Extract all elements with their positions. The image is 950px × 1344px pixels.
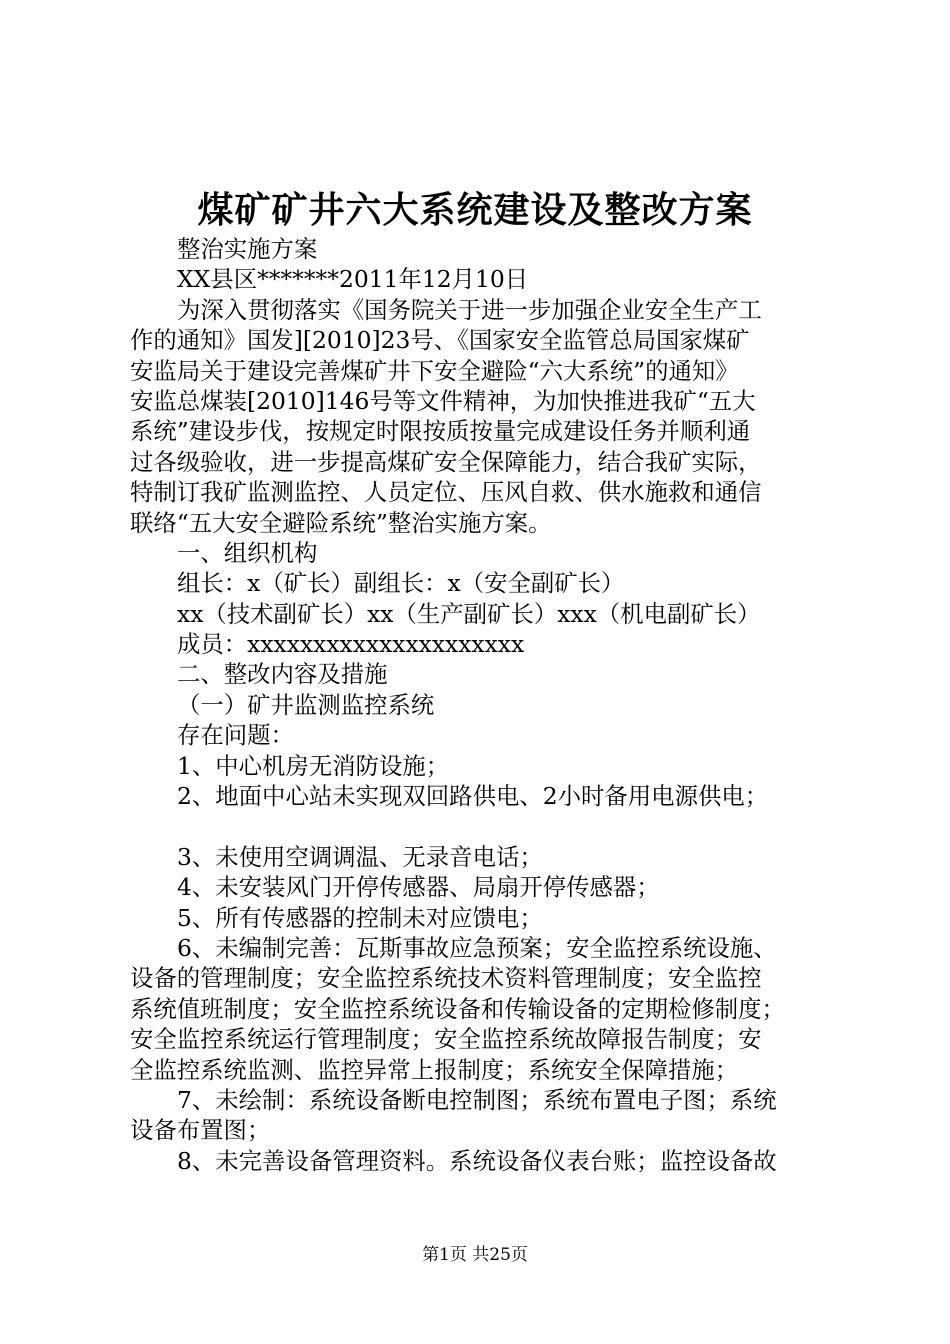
subsection-heading: （一）矿井监测监控系统 bbox=[177, 690, 435, 719]
body-line: 设备的管理制度；安全监控系统技术资料管理制度；安全监控 bbox=[130, 964, 762, 993]
blank-line bbox=[130, 811, 842, 841]
body-line: 作的通知》国发][2010]23号、《国家安全监管总局国家煤矿 bbox=[130, 326, 750, 355]
body-line: 联络“五大安全避险系统”整治实施方案。 bbox=[130, 508, 552, 537]
list-item: 6、未编制完善：瓦斯事故应急预案；安全监控系统设施、 bbox=[177, 933, 777, 962]
list-item: 4、未安装风门开停传感器、局扇开停传感器； bbox=[177, 873, 660, 902]
body-line: 为深入贯彻落实《国务院关于进一步加强企业安全生产工 bbox=[177, 295, 762, 324]
section-heading: 二、整改内容及措施 bbox=[177, 660, 388, 689]
body-line: 组长：x（矿长）副组长：x（安全副矿长） bbox=[177, 569, 625, 598]
body-line: 存在问题： bbox=[177, 721, 294, 750]
body-line: 特制订我矿监测监控、人员定位、压风自救、供水施救和通信 bbox=[130, 478, 762, 507]
list-item: 8、未完善设备管理资料。系统设备仪表台账；监控设备故 bbox=[177, 1146, 777, 1175]
list-item: 1、中心机房无消防设施； bbox=[177, 751, 450, 780]
body-line: 系统值班制度；安全监控系统设备和传输设备的定期检修制度； bbox=[130, 994, 785, 1023]
document-body bbox=[130, 234, 842, 1176]
body-line: 设备布置图； bbox=[130, 1116, 271, 1145]
body-line: 全监控系统监测、监控异常上报制度；系统安全保障措施； bbox=[130, 1055, 739, 1084]
list-item: 2、地面中心站未实现双回路供电、2小时备用电源供电； bbox=[177, 782, 769, 811]
body-line: 整治实施方案 bbox=[177, 235, 318, 263]
document-title: 煤矿矿井六大系统建设及整改方案 bbox=[197, 189, 753, 231]
body-line: 安全监控系统运行管理制度；安全监控系统故障报告制度；安 bbox=[130, 1025, 762, 1054]
body-line: 安监总煤装[2010]146号等文件精神，为加快推进我矿“五大 bbox=[130, 386, 756, 415]
body-line: XX县区*******2011年12月10日 bbox=[177, 265, 529, 294]
body-line: xx（技术副矿长）xx（生产副矿长）xxx（机电副矿长） bbox=[177, 599, 761, 628]
body-line: 成员：xxxxxxxxxxxxxxxxxxxxx bbox=[177, 630, 525, 659]
body-line: 系统”建设步伐，按规定时限按质按量完成建设任务并顺利通 bbox=[130, 417, 751, 446]
list-item: 7、未绘制：系统设备断电控制图；系统布置电子图；系统 bbox=[177, 1085, 777, 1114]
body-line: 安监局关于建设完善煤矿井下安全避险“六大系统”的通知》 bbox=[130, 356, 739, 385]
page-footer: 第1页 共25页 bbox=[422, 1245, 528, 1265]
list-item: 3、未使用空调调温、无录音电话； bbox=[177, 842, 543, 871]
list-item: 5、所有传感器的控制未对应馈电； bbox=[177, 903, 543, 932]
section-heading: 一、组织机构 bbox=[177, 538, 318, 567]
body-line: 过各级验收，进一步提高煤矿安全保障能力，结合我矿实际， bbox=[130, 447, 762, 476]
